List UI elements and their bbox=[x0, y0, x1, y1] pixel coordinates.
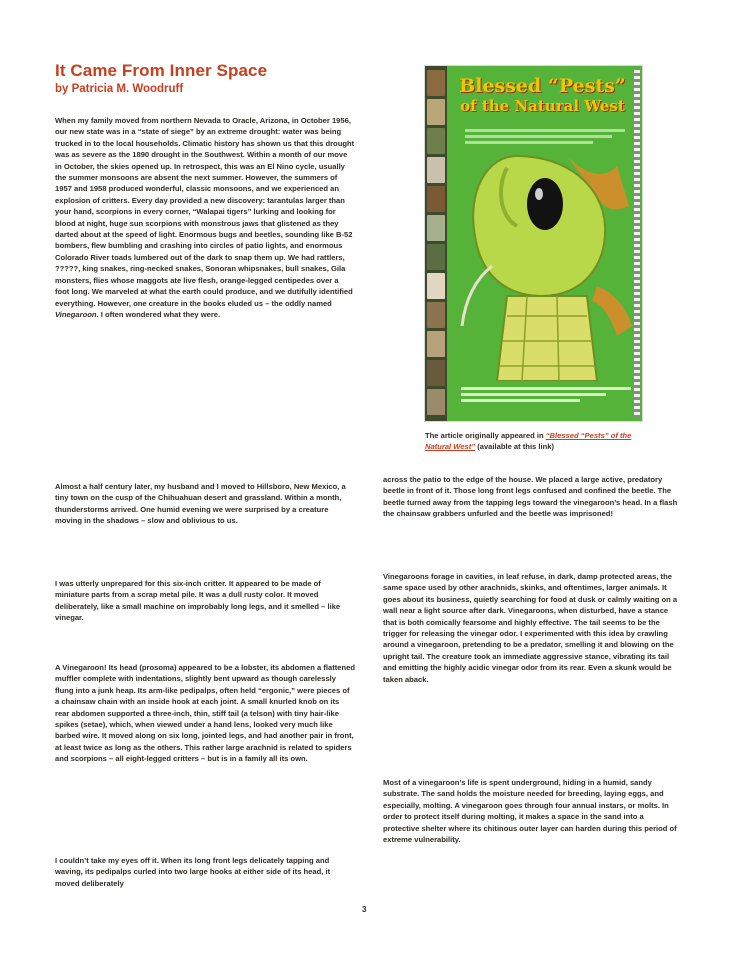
paragraph-drought-tail: I often wondered what they were. bbox=[98, 309, 221, 319]
spiral-binding bbox=[634, 70, 640, 418]
paragraph-underground: Most of a vinegaroon’s life is spent underground, hiding in a humid, sandy substrate. The sand holds the moisture needed for breeding, laying eggs, and especially, molting. A vinegaroon goes through four annual instars, or molts. In order to protect itself during molting, it makes a space in the sand into a protective shelter where its chitinous outer layer can harden during this period of extreme vulnerability. bbox=[383, 778, 677, 845]
paragraph-drought bbox=[55, 115, 355, 320]
book-cover-image bbox=[425, 66, 642, 421]
vinegaroon-term: Vinegaroon. bbox=[55, 309, 99, 319]
paragraph-patio: across the patio to the edge of the house. We placed a large active, predatory beetle in front of it. Those long front legs confused and confined the beetle. The beetle turned away from the tapping legs toward the vinegaroon’s head. In a flash the chainsaw grabbers unfurled and the beetle was imprisoned! bbox=[383, 475, 678, 519]
caption-suffix: (available at this link) bbox=[475, 442, 554, 451]
thumb-3 bbox=[427, 128, 445, 154]
caption-link[interactable]: “Blessed “Pests” of the Natural West” bbox=[425, 431, 632, 451]
cover-footer-lines bbox=[461, 384, 631, 405]
cover-title-line2: of the Natural West bbox=[460, 97, 625, 115]
grasshopper-illustration bbox=[447, 146, 637, 381]
image-caption bbox=[425, 430, 650, 452]
caption-prefix: The article originally appeared in bbox=[425, 431, 546, 440]
cover-title bbox=[455, 76, 630, 116]
thumb-8 bbox=[427, 273, 445, 299]
thumb-9 bbox=[427, 302, 445, 328]
paragraph-foraging: Vinegaroons forage in cavities, in leaf refuse, in dark, damp protected areas, the same space used by other arachnids, skinks, and oftentimes, larger animals. It goes about its business, quietly searching for food at dusk or calmly waiting on a wall near a light source after dark. Vinegaroons, when disturbed, have a stance that is both comically fearsome and highly effective. The tail seems to be the trigger for releasing the vinegar odor. I experimented with this idea by crawling around a vinegaroon, pretending to be a predator, smelling it and blowing on the upright tail. The creature took an immediate aggressive stance, vibrating its tail and emitting the highly acidic vinegar odor from its rear. Even a skunk would be taken aback. bbox=[383, 572, 678, 684]
thumb-12 bbox=[427, 389, 445, 415]
paragraph-unprepared: I was utterly unprepared for this six-inch critter. It appeared to be made of miniature parts from a scrap metal pile. It was a dull rusty color. It moved deliberately, like a small machine on improbably long legs, and it smelled – like vinegar. bbox=[55, 579, 341, 623]
article-title: It Came From Inner Space bbox=[55, 61, 268, 80]
thumb-4 bbox=[427, 157, 445, 183]
thumb-5 bbox=[427, 186, 445, 212]
cover-subtitle-lines bbox=[465, 126, 625, 147]
paragraph-hillsboro: Almost a half century later, my husband and I moved to Hillsboro, New Mexico, a tiny town on the cusp of the Chihuahuan desert and grassland. Within a month, thunderstorms arrived. One humid evening we were surprised by a creature moving in the shadows – slow and oblivious to us. bbox=[55, 482, 346, 526]
thumb-11 bbox=[427, 360, 445, 386]
cover-title-line1: Blessed “Pests” bbox=[459, 75, 626, 97]
photo-strip bbox=[425, 66, 447, 421]
page-number: 3 bbox=[362, 905, 367, 914]
paragraph-drought-text: When my family moved from northern Nevada to Oracle, Arizona, in October 1956, our new state was in a “state of siege” by an extreme drought: water was being trucked in to the local households. Climatic history has shown us that this drought was as severe as the 1890 drought in the Southwest. Within a month of our move in October, the skies opened up. In retrospect, this was an El Nino cycle, usually the summer monsoons are absent the next summer. However, the summers of 1957 and 1958 produced wonderful, classic monsoons, and we experienced an explosion of critters. Every day provided a new discovery: tarantulas larger than your hand, scorpions in every corner, “Walapai tigers” lurking and looking for blood at night, huge sun scorpions with monstrous jaws that glistened as they darted about at the speed of light. Enormous bugs and beetles, sounding like B-52 bombers, flew bumbling and crashing into circles of patio lights, and enormous Colorado River toads lumbered out of the dark to snap them up. We had rattlers, ?????, king snakes, ring-necked snakes, Sonoran whipsnakes, bull snakes, Gila monsters, flies whose maggots ate live flesh, orange-legged centipedes over a foot long. We marveled at what the earth could produce, and we dutifully identified everything. However, one creature in the books eluded us – the oddly named bbox=[55, 116, 355, 308]
paragraph-vinegaroon: A Vinegaroon! Its head (prosoma) appeared to be a lobster, its abdomen a flattened muffler complete with indentations, slightly bent upward as though carelessly flung into a junk heap. Its arm-like pedipalps, often held “ergonic,” were pieces of a chainsaw chain with an inside hook at each joint. A small knurled knob on its rear abdomen supported a three-inch, thin, stiff tail (a telson) with tiny hair-like spikes (setae), which, when viewed under a hand lens, looked very much like barbed wire. It moved along on six long, jointed legs, and had another pair in front, at least twice as long as the others. This rather large arachnid is related to spiders and scorpions – all eight-legged critters – but is in a family all its own. bbox=[55, 663, 356, 764]
thumb-2 bbox=[427, 99, 445, 125]
thumb-7 bbox=[427, 244, 445, 270]
thumb-1 bbox=[427, 70, 445, 96]
article-byline: by Patricia M. Woodruff bbox=[55, 83, 184, 95]
thumb-6 bbox=[427, 215, 445, 241]
paragraph-eyes: I couldn’t take my eyes off it. When its long front legs delicately tapping and waving, its pedipalps curled into two large hooks at either side of its head, it moved deliberately bbox=[55, 856, 331, 888]
thumb-10 bbox=[427, 331, 445, 357]
